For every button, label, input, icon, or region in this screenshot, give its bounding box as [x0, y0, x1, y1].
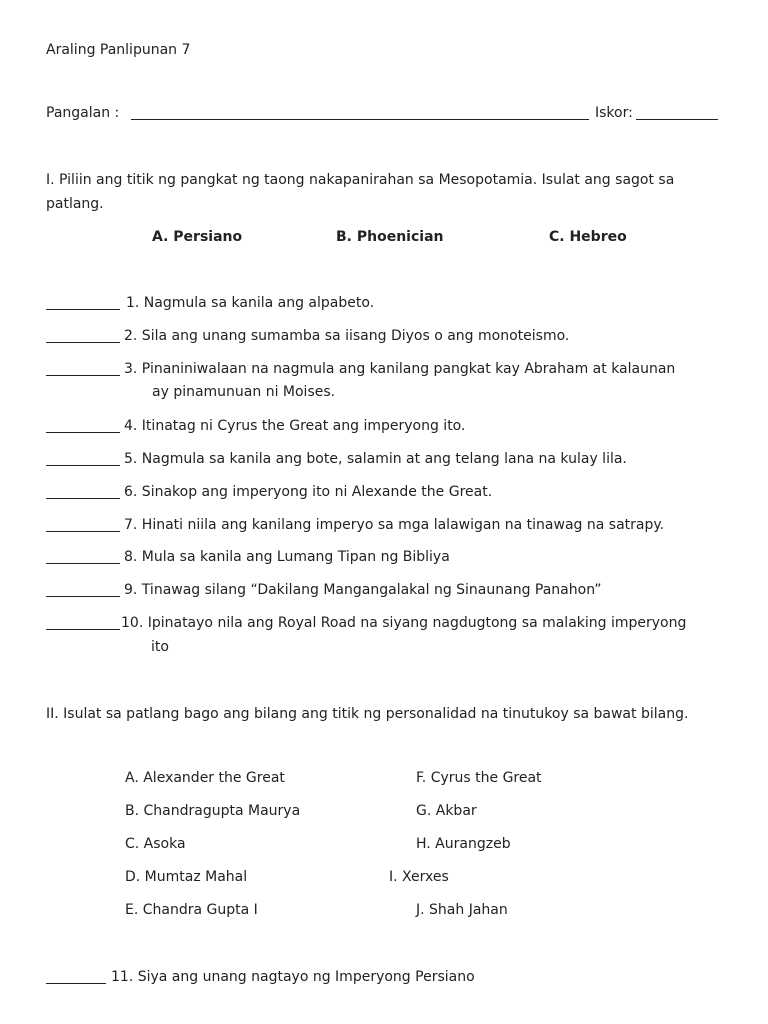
question-3-continued: ay pinamunuan ni Moises. [152, 384, 336, 400]
answer-blank-1[interactable] [46, 309, 120, 310]
answer-blank-4[interactable] [46, 432, 120, 433]
name-label: Pangalan : [46, 105, 120, 121]
answer-blank-2[interactable] [46, 342, 120, 343]
question-11: 11. Siya ang unang nagtayo ng Imperyong Persiano [111, 969, 475, 985]
question-4: 4. Itinatag ni Cyrus the Great ang imperyong ito. [124, 418, 466, 434]
answer-blank-11[interactable] [46, 983, 106, 984]
personality-g: G. Akbar [416, 803, 477, 819]
score-label: Iskor: [595, 105, 633, 121]
personality-d: D. Mumtaz Mahal [125, 869, 248, 885]
personality-j: J. Shah Jahan [416, 902, 508, 918]
part1-instruction-line2: patlang. [46, 196, 104, 212]
question-10-continued: ito [151, 639, 169, 655]
personality-c: C. Asoka [125, 836, 186, 852]
choice-a: A. Persiano [152, 229, 243, 245]
question-3: 3. Pinaniniwalaan na nagmula ang kanilang pangkat kay Abraham at kalaunan [124, 361, 676, 377]
question-6: 6. Sinakop ang imperyong ito ni Alexande the Great. [124, 484, 493, 500]
personality-e: E. Chandra Gupta I [125, 902, 258, 918]
answer-blank-5[interactable] [46, 465, 120, 466]
question-9: 9. Tinawag silang “Dakilang Mangangalakal ng Sinaunang Panahon” [124, 582, 602, 598]
subject-title: Araling Panlipunan 7 [46, 42, 191, 58]
question-10: 10. Ipinatayo nila ang Royal Road na siyang nagdugtong sa malaking imperyong [121, 615, 687, 631]
choice-c: C. Hebreo [549, 229, 627, 245]
answer-blank-10[interactable] [46, 629, 120, 630]
answer-blank-6[interactable] [46, 498, 120, 499]
part2-instruction: II. Isulat sa patlang bago ang bilang ang titik ng personalidad na tinutukoy sa bawat bilang. [46, 706, 689, 722]
answer-blank-8[interactable] [46, 563, 120, 564]
answer-blank-9[interactable] [46, 596, 120, 597]
question-1: 1. Nagmula sa kanila ang alpabeto. [126, 295, 375, 311]
question-7: 7. Hinati niila ang kanilang imperyo sa mga lalawigan na tinawag na satrapy. [124, 517, 665, 533]
part1-instruction-line1: I. Piliin ang titik ng pangkat ng taong nakapanirahan sa Mesopotamia. Isulat ang sagot sa [46, 172, 675, 188]
answer-blank-3[interactable] [46, 375, 120, 376]
score-blank[interactable] [636, 119, 718, 120]
name-blank[interactable] [131, 119, 589, 120]
personality-a: A. Alexander the Great [125, 770, 285, 786]
personality-i: I. Xerxes [389, 869, 449, 885]
choice-b: B. Phoenician [336, 229, 444, 245]
answer-blank-7[interactable] [46, 531, 120, 532]
question-2: 2. Sila ang unang sumamba sa iisang Diyos o ang monoteismo. [124, 328, 570, 344]
question-5: 5. Nagmula sa kanila ang bote, salamin at ang telang lana na kulay lila. [124, 451, 627, 467]
question-8: 8. Mula sa kanila ang Lumang Tipan ng Bibliya [124, 549, 450, 565]
personality-f: F. Cyrus the Great [416, 770, 542, 786]
personality-b: B. Chandragupta Maurya [125, 803, 301, 819]
personality-h: H. Aurangzeb [416, 836, 511, 852]
